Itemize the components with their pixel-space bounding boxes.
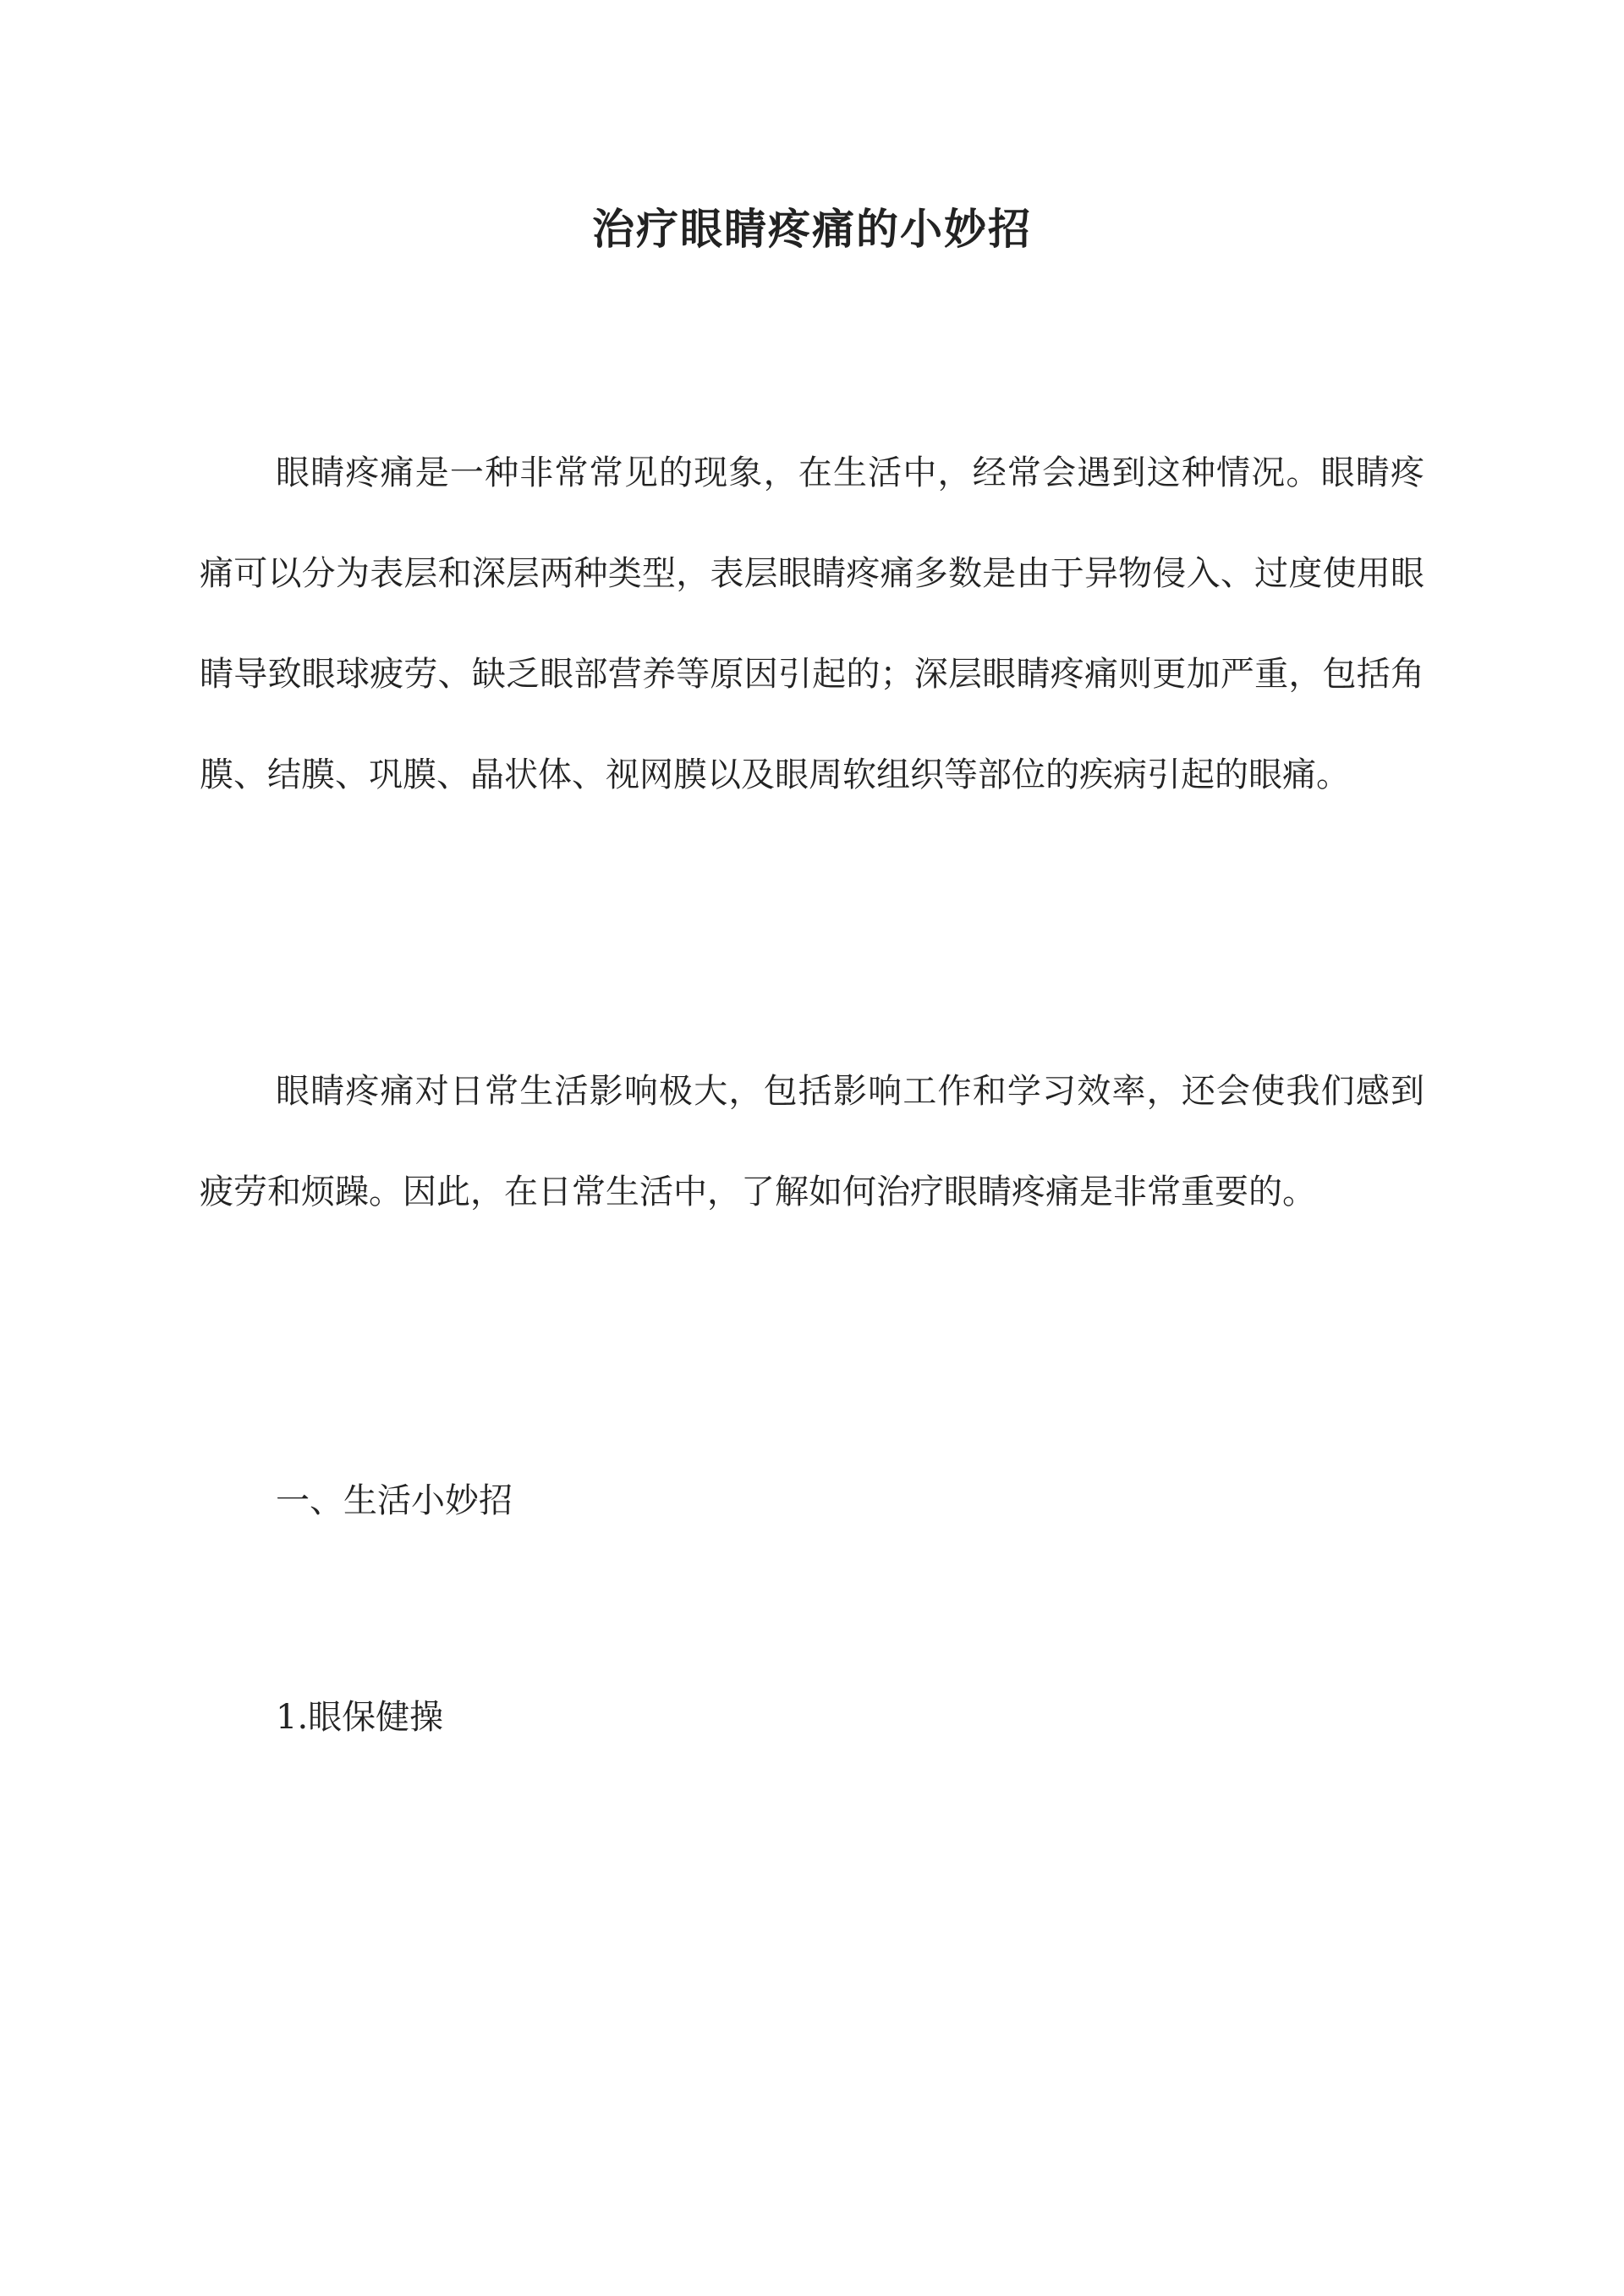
- paragraph-intro: 眼睛疼痛是一种非常常见的现象，在生活中，经常会遇到这种情况。眼睛疼痛可以分为表层和深层两种类型，表层眼睛疼痛多数是由于异物侵入、过度使用眼睛导致眼球疲劳、缺乏眼部营养等原因引起的；深层眼睛疼痛则更加严重，包括角膜、结膜、巩膜、晶状体、视网膜以及眼周软组织等部位的疾病引起的眼痛。: [200, 453, 1424, 794]
- paragraph-impact: 眼睛疼痛对日常生活影响极大，包括影响工作和学习效率，还会使我们感到疲劳和烦躁。因此，在日常生活中，了解如何治疗眼睛疼痛是非常重要的。: [200, 1072, 1424, 1211]
- document-title: 治疗眼睛疼痛的小妙招: [592, 204, 1032, 254]
- subsection-heading: 1.眼保健操: [276, 1698, 444, 1737]
- section-heading: 一、生活小妙招: [276, 1481, 513, 1520]
